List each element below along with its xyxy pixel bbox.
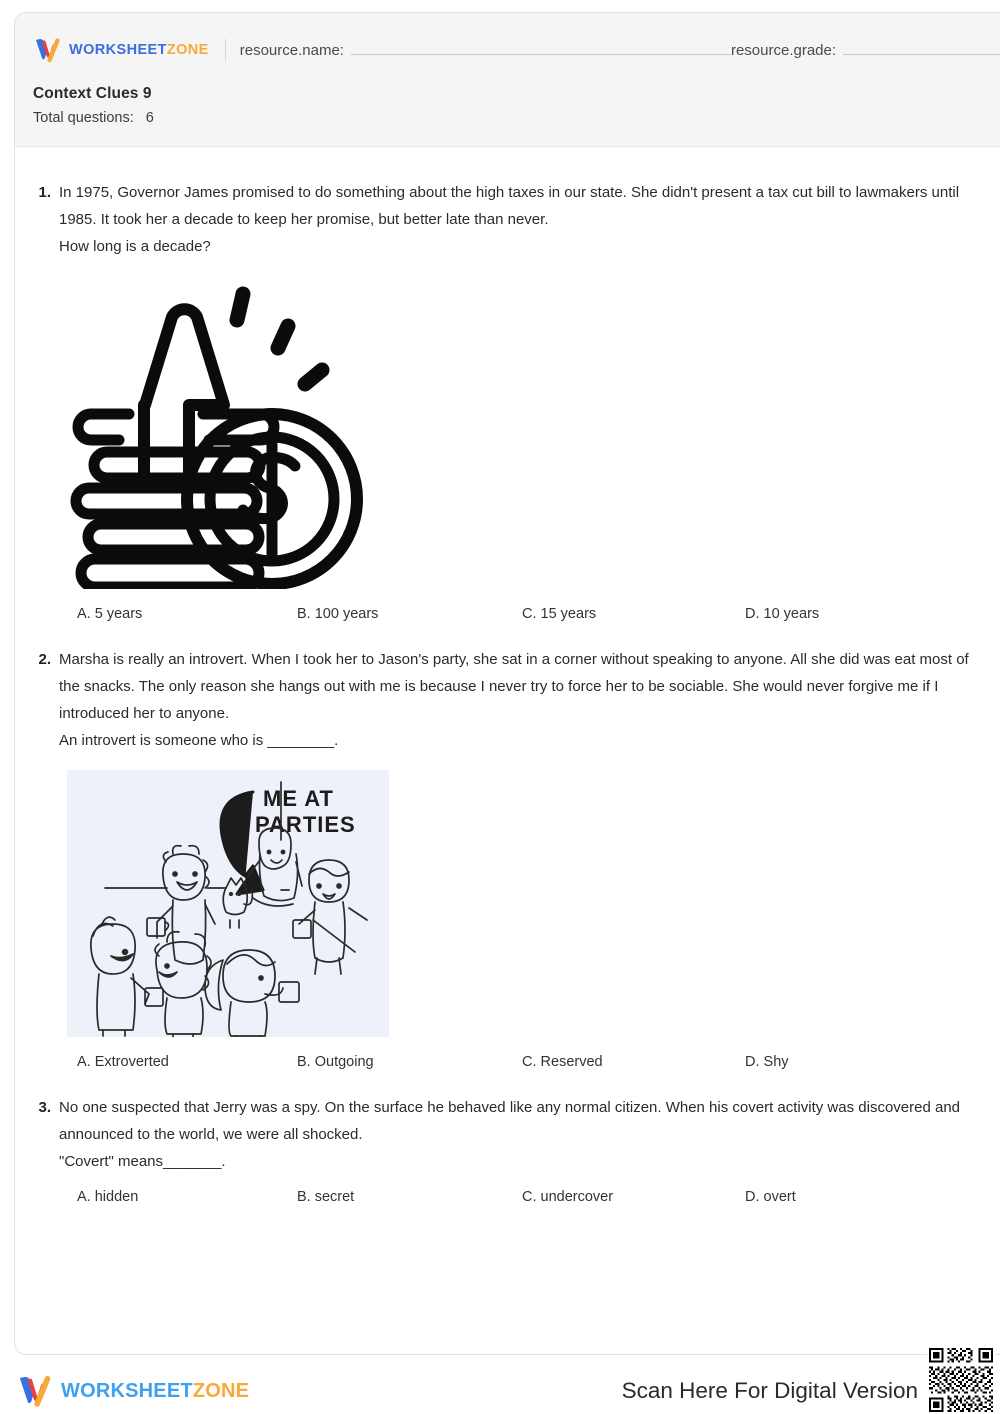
money-stack-arrow-dollar-coin-icon xyxy=(67,576,397,593)
answer-options xyxy=(33,1189,983,1205)
svg-text:PARTIES: PARTIES xyxy=(255,812,356,837)
question-media xyxy=(33,274,983,594)
question-prompt: An introvert is someone who is ________. xyxy=(59,732,339,749)
total-questions-label: Total questions: xyxy=(33,110,134,126)
qr-code-icon[interactable] xyxy=(927,1346,995,1414)
total-questions xyxy=(33,110,154,126)
svg-text:ME AT: ME AT xyxy=(263,786,334,811)
student-name-label: resource.name: xyxy=(239,42,344,59)
answer-option-a[interactable]: A. Extroverted xyxy=(77,1054,169,1070)
answer-option-c[interactable]: C. undercover xyxy=(522,1189,614,1205)
title-block xyxy=(33,85,154,126)
footer-logo-wordmark xyxy=(61,1380,249,1403)
header-logo[interactable] xyxy=(33,37,209,63)
scan-prompt-text: Scan Here For Digital Version xyxy=(621,1378,918,1403)
question-passage: No one suspected that Jerry was a spy. On the surface he behaved like any normal citizen. When his covert activity was discovered and announced to the world, we were all shocked. xyxy=(59,1099,961,1143)
question-passage: In 1975, Governor James promised to do something about the high taxes in our state. She didn't present a tax cut bill to lawmakers until 1985. It took her a decade to keep her promise, but better late than never. xyxy=(59,184,960,228)
answer-option-c[interactable]: C. Reserved xyxy=(522,1054,603,1070)
logo-word-worksheet: WORKSHEET xyxy=(69,42,167,58)
question-item xyxy=(15,147,1000,622)
answer-option-a[interactable]: A. 5 years xyxy=(77,606,143,622)
question-prompt: "Covert" means_______. xyxy=(59,1153,226,1170)
worksheet-footer xyxy=(0,1368,1000,1414)
answer-option-a[interactable]: A. hidden xyxy=(77,1189,139,1205)
worksheetzone-logo-mark-icon xyxy=(33,37,61,63)
question-body xyxy=(59,179,983,260)
question-prompt: How long is a decade? xyxy=(59,238,211,255)
question-head xyxy=(33,646,983,754)
footer-logo-word-zone: ZONE xyxy=(192,1379,250,1402)
student-grade-field[interactable] xyxy=(731,41,1000,59)
questions-container xyxy=(15,147,1000,1205)
question-media xyxy=(33,770,983,1042)
worksheet-header xyxy=(15,13,1000,147)
question-number: 3. xyxy=(38,1099,51,1116)
question-head xyxy=(33,179,983,260)
header-row xyxy=(33,33,983,67)
answer-options xyxy=(33,606,983,622)
answer-options xyxy=(33,1054,983,1070)
question-number: 2. xyxy=(38,651,51,668)
header-divider xyxy=(225,39,226,61)
student-name-field[interactable] xyxy=(240,41,731,59)
logo-wordmark xyxy=(69,42,209,58)
question-item xyxy=(15,622,1000,1070)
answer-option-d[interactable]: D. overt xyxy=(745,1189,796,1205)
answer-option-b[interactable]: B. secret xyxy=(297,1189,355,1205)
student-grade-label: resource.grade: xyxy=(730,42,837,59)
answer-option-d[interactable]: D. Shy xyxy=(745,1054,789,1070)
question-body xyxy=(59,1094,983,1175)
worksheet-card xyxy=(14,12,1000,1355)
worksheet-title: Context Clues 9 xyxy=(33,85,152,102)
question-head xyxy=(33,1094,983,1175)
answer-option-d[interactable]: D. 10 years xyxy=(745,606,820,622)
footer-logo[interactable] xyxy=(16,1374,249,1408)
answer-option-c[interactable]: C. 15 years xyxy=(522,606,597,622)
answer-option-b[interactable]: B. Outgoing xyxy=(297,1054,374,1070)
student-grade-input[interactable] xyxy=(843,41,1000,55)
question-body xyxy=(59,646,983,754)
footer-logo-word-worksheet: WORKSHEET xyxy=(61,1379,193,1402)
student-name-input[interactable] xyxy=(351,41,731,55)
logo-word-zone: ZONE xyxy=(166,42,209,58)
question-passage: Marsha is really an introvert. When I took her to Jason's party, she sat in a corner without speaking to anyone. All she did was eat most of the snacks. The only reason she hangs out with me is because I never try to force her to be sociable. She would never forgive me if I introduced her to anyone. xyxy=(59,651,969,722)
question-number: 1. xyxy=(38,184,51,201)
total-questions-count: 6 xyxy=(145,110,154,126)
me-at-parties-doodle-icon xyxy=(67,786,389,1041)
answer-option-b[interactable]: B. 100 years xyxy=(297,606,379,622)
worksheetzone-logo-mark-icon xyxy=(16,1374,52,1408)
question-item xyxy=(15,1070,1000,1205)
